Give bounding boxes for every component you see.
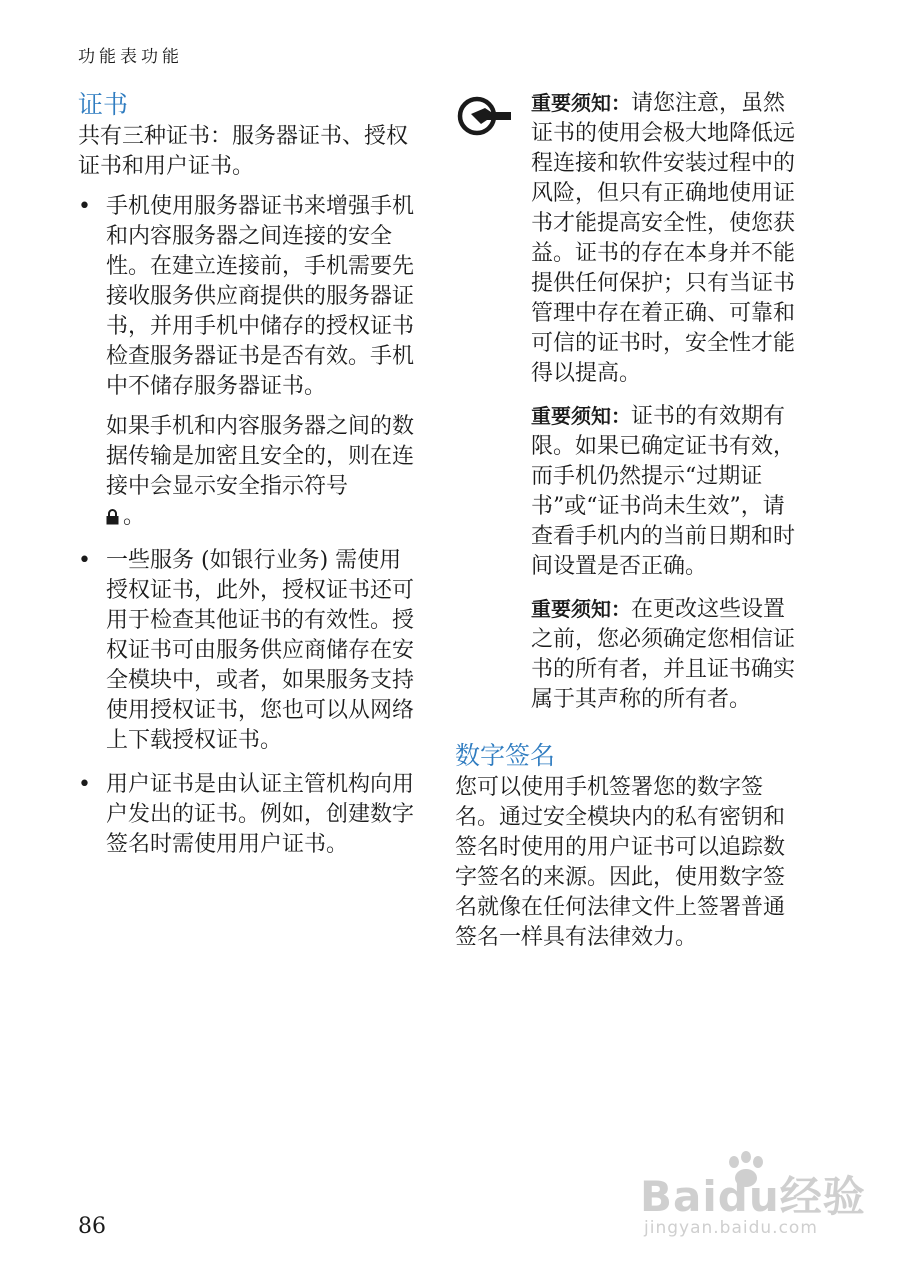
important-notes: [455, 88, 800, 715]
watermark-logo: Baidu经验: [640, 1172, 866, 1221]
secure-indicator-text: 如果手机和内容服务器之间的数据传输是加密且安全的，则在连接中会显示安全指示符号: [106, 414, 415, 499]
note-text: 证书的有效期有限。如果已确定证书有效，而手机仍然提示“过期证书”或“证书尚未生效”，请查看手机内的当前日期和时间设置是否正确。: [531, 404, 796, 579]
watermark-url: jingyan.baidu.com: [644, 1218, 818, 1238]
list-item: [78, 770, 423, 860]
page-number: 86: [78, 1214, 106, 1239]
bullet-text-authority: 一些服务 (如银行业务) 需使用授权证书，此外，授权证书还可用于检查其他证书的有效性。授权证书可由服务供应商储存在安全模块中，或者，如果服务支持使用授权证书，您也可以从网络上下载授权证书。: [106, 548, 415, 753]
note-text: 请您注意，虽然证书的使用会极大地降低远程连接和软件安装过程中的风险，但只有正确地使用证书才能提高安全性，使您获益。证书的存在本身并不能提供任何保护；只有当证书管理中存在着正确、可靠和可信的证书时，安全性才能得以提高。: [531, 91, 796, 386]
bullet-subtext-secure: [106, 412, 423, 532]
note-text: 在更改这些设置之前，您必须确定您相信证书的所有者，并且证书确实属于其声称的所有者。: [531, 597, 796, 712]
list-item: [78, 192, 423, 532]
bullet-icon: •: [78, 194, 91, 219]
page-header: 功能表功能: [78, 47, 183, 67]
right-column: [455, 88, 800, 953]
bullet-icon: •: [78, 548, 91, 573]
important-note: [531, 401, 800, 582]
digital-signature-body: 您可以使用手机签署您的数字签名。通过安全模块内的私有密钥和签名时使用的用户证书可以追踪数字签名的来源。因此，使用数字签名就像在任何法律文件上签署普通签名一样具有法律效力。: [455, 775, 786, 950]
bullet-icon: •: [78, 772, 91, 797]
list-item: [78, 546, 423, 756]
pointing-hand-note-icon: [457, 92, 513, 142]
certificates-intro: 共有三种证书：服务器证书、授权证书和用户证书。: [78, 124, 409, 179]
bullet-text-user: 用户证书是由认证主管机构向用户发出的证书。例如，创建数字签名时需使用用户证书。: [106, 772, 415, 857]
secure-indicator-end: 。: [123, 504, 146, 529]
note-label: 重要须知：: [531, 91, 631, 115]
important-note: [531, 594, 800, 715]
baidu-watermark: [640, 1150, 870, 1250]
bullet-text-server: 手机使用服务器证书来增强手机和内容服务器之间连接的安全性。在建立连接前，手机需要先接收服务供应商提供的服务器证书，并用手机中储存的授权证书检查服务器证书是否有效。手机中不储存服务器证书。: [106, 194, 415, 399]
note-label: 重要须知：: [531, 597, 631, 621]
lock-icon: [106, 509, 119, 525]
digital-signature-section: [455, 739, 800, 953]
important-note: [531, 88, 800, 389]
section-title-certificates: 证书: [78, 90, 129, 119]
note-label: 重要须知：: [531, 404, 631, 428]
section-title-digital-signature: 数字签名: [455, 741, 556, 770]
certificate-types-list: [78, 192, 423, 860]
left-column: [78, 88, 423, 874]
